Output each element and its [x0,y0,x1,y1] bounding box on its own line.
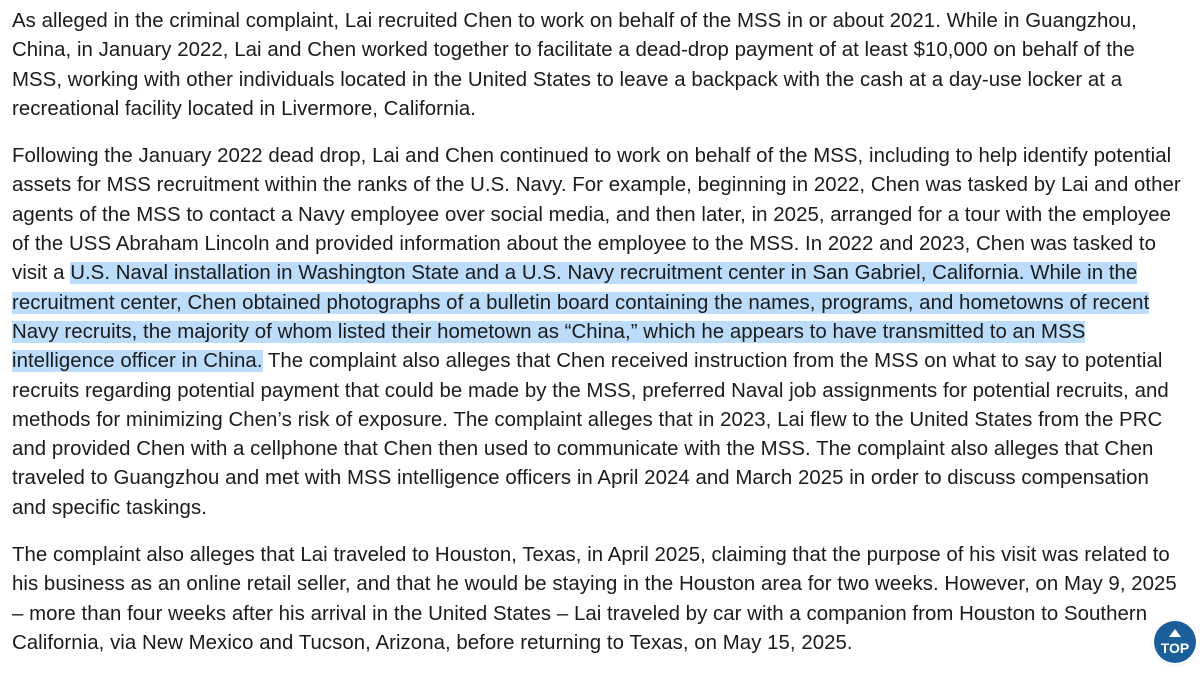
paragraph-1: As alleged in the criminal complaint, Lai recruited Chen to work on behalf of the MSS in or about 2021. While in Guangzhou, China, in January 2022, Lai and Chen worked together to facilitate a dead-drop payment of at least $10,000 on behalf of the MSS, working with other individuals located in the United States to leave a backpack with the cash at a day-use locker at a recreational facility located in Livermore, California. [12,10,1137,120]
back-to-top-button[interactable] [1154,621,1196,663]
paragraph-2-text-end: The complaint also alleges that Chen received instruction from the MSS on what to say to potential recruits regarding potential payment that could be made by the MSS, preferred Naval job assignments for potential recruits, and methods for minimizing Chen’s risk of exposure. The complaint alleges that in 2023, Lai flew to the United States from the PRC and provided Chen with a cellphone that Chen then used to communicate with the MSS. The complaint also alleges that Chen traveled to Guangzhou and met with MSS intelligence officers in April 2024 and March 2025 in order to discuss compensation and specific taskings. [12,350,1169,519]
paragraph-2 [12,142,1188,523]
selected-text-highlight: U.S. Naval installation in Washington State and a U.S. Navy recruitment center in San Gabriel, California. While in the recruitment center, Chen obtained photographs of a bulletin board containing the names, programs, and hometowns of recent Navy recruits, the majority of whom listed their hometown as “China,” which he appears to have transmitted to an MSS intelligence officer in China. [12,262,1150,373]
paragraph-3: The complaint also alleges that Lai traveled to Houston, Texas, in April 2025, claiming that the purpose of his visit was related to his business as an online retail seller, and that he would be staying in the Houston area for two weeks. However, on May 9, 2025 – more than four weeks after his arrival in the United States – Lai traveled by car with a companion from Houston to Southern California, via New Mexico and Tucson, Arizona, before returning to Texas, on May 15, 2025. [12,544,1177,654]
arrow-up-icon [1169,629,1181,637]
paragraph-2-text-start: Following the January 2022 dead drop, Lai and Chen continued to work on behalf of the MSS, including to help identify potential assets for MSS recruitment within the ranks of the U.S. Navy. For example, beginning in 2022, Chen was tasked by Lai and other agents of the MSS to contact a Navy employee over social media, and then later, in 2025, arranged for a tour with the employee of the USS Abraham Lincoln and provided information about the employee to the MSS. In 2022 and 2023, Chen was tasked to visit a [12,145,1181,285]
back-to-top-label: TOP [1160,640,1190,656]
article-body [12,7,1188,676]
